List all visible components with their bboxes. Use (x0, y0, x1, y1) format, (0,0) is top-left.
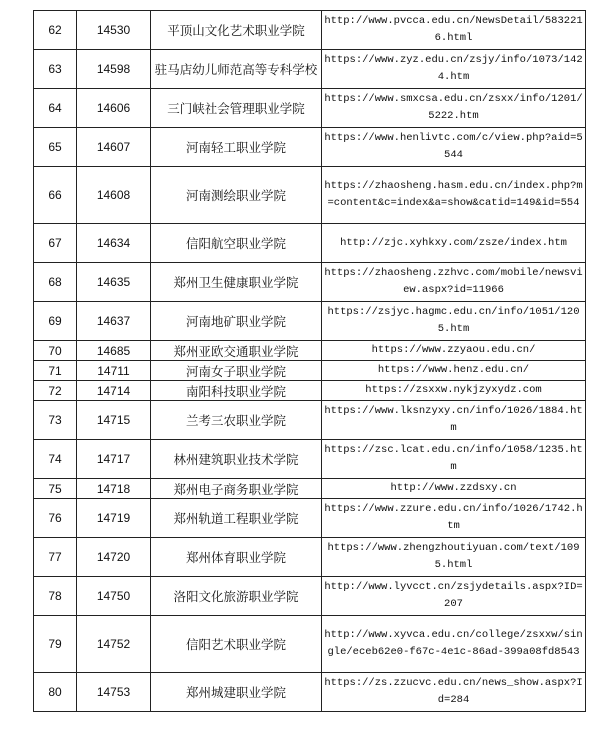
school-url: https://www.zzure.edu.cn/info/1026/1742.htm (322, 499, 586, 538)
school-url: http://www.pvcca.edu.cn/NewsDetail/5832216.html (322, 11, 586, 50)
row-index: 69 (34, 302, 77, 341)
row-index: 76 (34, 499, 77, 538)
table-row (34, 167, 586, 224)
table-row (34, 361, 586, 381)
school-name: 平顶山文化艺术职业学院 (151, 11, 322, 50)
school-code: 14635 (77, 263, 151, 302)
table-row (34, 381, 586, 401)
row-index: 67 (34, 224, 77, 263)
school-url: https://www.zzyaou.edu.cn/ (322, 341, 586, 361)
school-url: https://zhaosheng.zzhvc.com/mobile/newsview.aspx?id=11966 (322, 263, 586, 302)
school-code: 14607 (77, 128, 151, 167)
school-name: 河南测绘职业学院 (151, 167, 322, 224)
school-code: 14717 (77, 440, 151, 479)
school-code: 14720 (77, 538, 151, 577)
school-name: 信阳艺术职业学院 (151, 616, 322, 673)
row-index: 74 (34, 440, 77, 479)
school-name: 郑州电子商务职业学院 (151, 479, 322, 499)
school-name: 河南轻工职业学院 (151, 128, 322, 167)
row-index: 72 (34, 381, 77, 401)
school-url: https://zsxxw.nykjzyxydz.com (322, 381, 586, 401)
table-row (34, 50, 586, 89)
school-code: 14719 (77, 499, 151, 538)
table-row (34, 341, 586, 361)
school-code: 14718 (77, 479, 151, 499)
table-row (34, 577, 586, 616)
school-url: https://www.smxcsa.edu.cn/zsxx/info/1201/5222.htm (322, 89, 586, 128)
school-name: 三门峡社会管理职业学院 (151, 89, 322, 128)
school-url: https://www.henlivtc.com/c/view.php?aid=5544 (322, 128, 586, 167)
school-name: 林州建筑职业技术学院 (151, 440, 322, 479)
school-url: http://www.zzdsxy.cn (322, 479, 586, 499)
row-index: 73 (34, 401, 77, 440)
school-url: http://www.lyvcct.cn/zsjydetails.aspx?ID=207 (322, 577, 586, 616)
school-code: 14634 (77, 224, 151, 263)
school-code: 14606 (77, 89, 151, 128)
row-index: 66 (34, 167, 77, 224)
school-code: 14714 (77, 381, 151, 401)
school-name: 河南地矿职业学院 (151, 302, 322, 341)
row-index: 77 (34, 538, 77, 577)
row-index: 62 (34, 11, 77, 50)
table-row (34, 538, 586, 577)
row-index: 64 (34, 89, 77, 128)
school-name: 信阳航空职业学院 (151, 224, 322, 263)
school-code: 14598 (77, 50, 151, 89)
table-row (34, 479, 586, 499)
school-url: https://zsc.lcat.edu.cn/info/1058/1235.htm (322, 440, 586, 479)
school-url: https://www.zhengzhoutiyuan.com/text/1095.html (322, 538, 586, 577)
school-code: 14530 (77, 11, 151, 50)
table-row (34, 440, 586, 479)
row-index: 70 (34, 341, 77, 361)
table-row (34, 616, 586, 673)
school-code: 14753 (77, 673, 151, 712)
school-name: 郑州城建职业学院 (151, 673, 322, 712)
school-url: https://zhaosheng.hasm.edu.cn/index.php?m=content&c=index&a=show&catid=149&id=554 (322, 167, 586, 224)
school-url: https://zs.zzucvc.edu.cn/news_show.aspx?Id=284 (322, 673, 586, 712)
table-row (34, 263, 586, 302)
table-row (34, 89, 586, 128)
school-code: 14608 (77, 167, 151, 224)
row-index: 78 (34, 577, 77, 616)
table-row (34, 673, 586, 712)
table-row (34, 302, 586, 341)
row-index: 80 (34, 673, 77, 712)
school-code: 14637 (77, 302, 151, 341)
school-url: http://zjc.xyhkxy.com/zsze/index.htm (322, 224, 586, 263)
table-row (34, 401, 586, 440)
table-row (34, 128, 586, 167)
row-index: 68 (34, 263, 77, 302)
school-url: https://zsjyc.hagmc.edu.cn/info/1051/1205.htm (322, 302, 586, 341)
row-index: 75 (34, 479, 77, 499)
table-row (34, 499, 586, 538)
college-table (33, 10, 586, 712)
row-index: 63 (34, 50, 77, 89)
school-name: 兰考三农职业学院 (151, 401, 322, 440)
school-name: 驻马店幼儿师范高等专科学校 (151, 50, 322, 89)
school-code: 14750 (77, 577, 151, 616)
school-name: 郑州卫生健康职业学院 (151, 263, 322, 302)
school-code: 14711 (77, 361, 151, 381)
table-row (34, 11, 586, 50)
row-index: 65 (34, 128, 77, 167)
row-index: 79 (34, 616, 77, 673)
school-url: https://www.henz.edu.cn/ (322, 361, 586, 381)
school-name: 南阳科技职业学院 (151, 381, 322, 401)
school-code: 14752 (77, 616, 151, 673)
school-url: https://www.zyz.edu.cn/zsjy/info/1073/1424.htm (322, 50, 586, 89)
school-url: https://www.lksnzyxy.cn/info/1026/1884.htm (322, 401, 586, 440)
school-name: 郑州体育职业学院 (151, 538, 322, 577)
table-row (34, 224, 586, 263)
school-name: 河南女子职业学院 (151, 361, 322, 381)
school-name: 郑州亚欧交通职业学院 (151, 341, 322, 361)
school-code: 14715 (77, 401, 151, 440)
school-name: 郑州轨道工程职业学院 (151, 499, 322, 538)
school-url: http://www.xyvca.edu.cn/college/zsxxw/single/eceb62e0-f67c-4e1c-86ad-399a08fd8543 (322, 616, 586, 673)
school-code: 14685 (77, 341, 151, 361)
school-name: 洛阳文化旅游职业学院 (151, 577, 322, 616)
row-index: 71 (34, 361, 77, 381)
